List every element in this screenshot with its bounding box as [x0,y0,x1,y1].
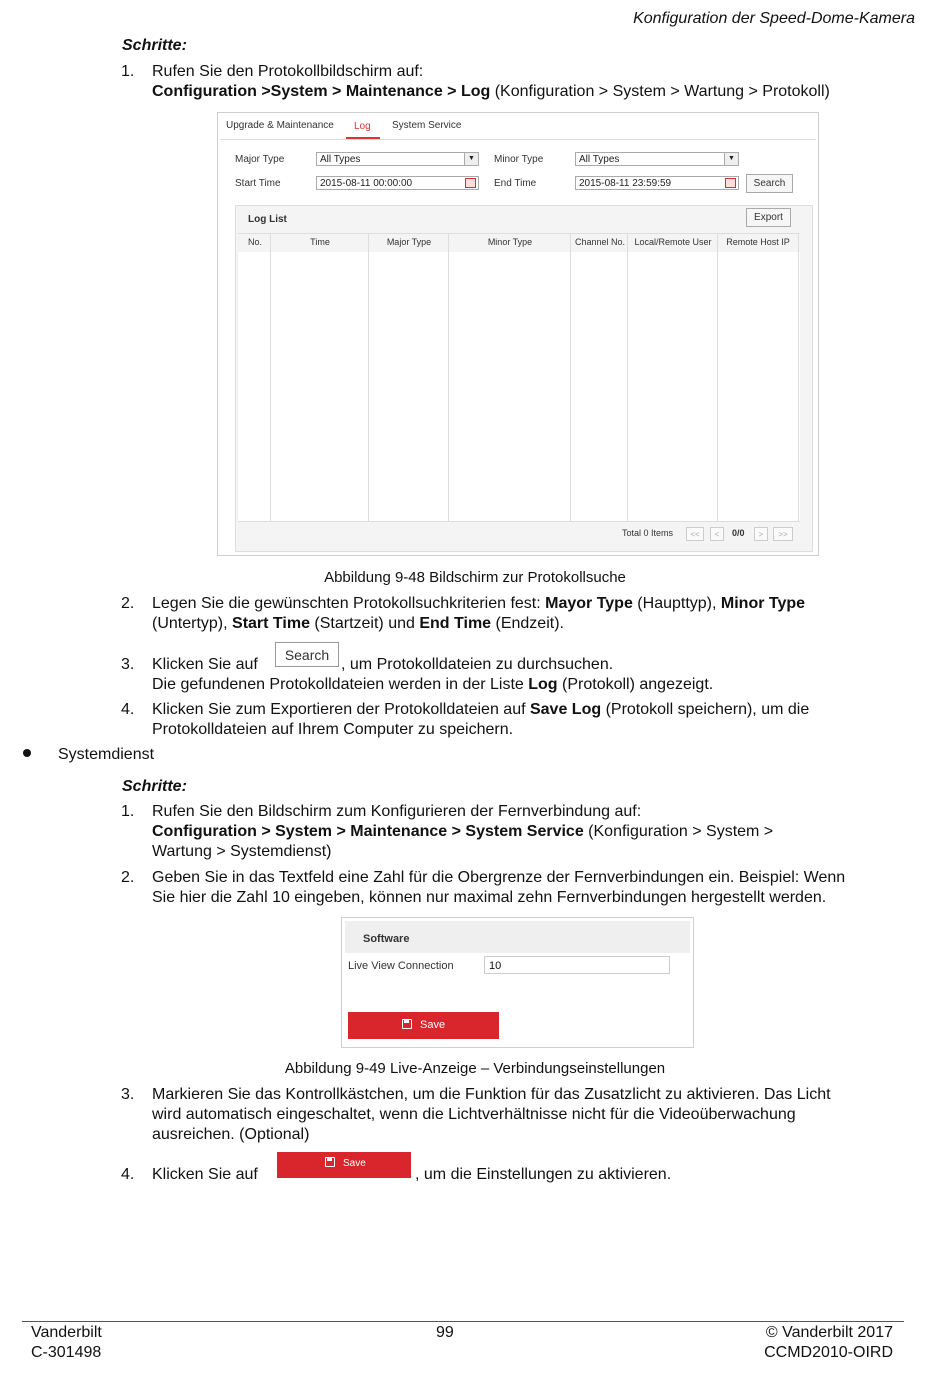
text-run: (Endzeit). [491,615,564,632]
column-divider [448,233,449,521]
step-text [152,675,713,695]
text-bold: End Time [419,615,492,632]
tab-upgrade-maintenance[interactable]: Upgrade & Maintenance [226,120,334,131]
end-time-label: End Time [494,178,537,189]
minor-type-value: All Types [579,154,620,165]
first-page-button[interactable]: << [686,527,704,541]
bullet-label: Systemdienst [58,746,155,763]
footer-copyright: © Vanderbilt 2017 [765,1324,893,1341]
text-run: (Haupttyp), [632,595,721,612]
footer-company: Vanderbilt [31,1324,102,1341]
search-button[interactable]: Search [746,174,793,193]
export-button[interactable]: Export [746,208,791,227]
column-divider [627,233,628,521]
save-icon [402,1019,412,1029]
minor-type-select[interactable] [575,152,739,166]
save-icon [325,1157,335,1167]
chevron-down-icon: ▼ [464,153,478,165]
section-title-bar [345,921,690,953]
log-list-panel [235,205,813,552]
footer-doc-id: CCMD2010-OIRD [764,1344,893,1361]
search-button-illustration: Search [275,642,339,667]
column-header: Remote Host IP [726,237,790,247]
page-header-title: Konfiguration der Speed-Dome-Kamera [633,10,915,27]
step-text [152,594,805,614]
major-type-value: All Types [320,154,361,165]
live-view-connection-input[interactable]: 10 [484,956,670,974]
column-header: Time [310,237,330,247]
end-time-field[interactable] [575,176,739,190]
page-number: 99 [436,1324,454,1341]
menu-path-translation: (Konfiguration > System > Wartung > Protokoll) [490,83,830,100]
text-bold: Save Log [529,701,602,718]
end-time-value: 2015-08-11 23:59:59 [579,178,672,189]
footer-divider [22,1321,904,1322]
calendar-icon[interactable] [465,178,476,188]
text-bold: Minor Type [720,595,806,612]
steps-label: Schritte: [122,37,187,54]
tab-system-service[interactable]: System Service [392,120,462,131]
menu-path-bold: Configuration > System > Maintenance > System Service [152,823,584,840]
text-bold: Start Time [232,615,310,632]
column-header: Channel No. [574,237,626,247]
figure-caption: Abbildung 9-48 Bildschirm zur Protokollsuche [324,569,626,586]
step-text [152,614,564,634]
menu-path-translation: (Konfiguration > System > [583,823,774,840]
step-text: Rufen Sie den Bildschirm zum Konfigurieren der Fernverbindung auf: [152,803,642,820]
last-page-button[interactable]: >> [773,527,793,541]
step-text: Sie hier die Zahl 10 eingeben, können nur maximal zehn Fernverbindungen hergestellt werden. [152,889,827,906]
step-text: Geben Sie in das Textfeld eine Zahl für die Obergrenze der Fernverbindungen ein. Beispiel: Wenn [152,869,846,886]
text-run: (Startzeit) und [309,615,420,632]
text-run: Die gefundenen Protokolldateien werden in der Liste [152,676,529,693]
log-search-screenshot [217,112,819,556]
total-items: Total 0 Items [622,528,674,538]
step-text: Protokolldateien auf Ihrem Computer zu speichern. [152,721,514,738]
step-text: wird automatisch eingeschaltet, wenn die Lichtverhältnisse nicht für die Videoüberwachung [152,1106,796,1123]
step-text: Markieren Sie das Kontrollkästchen, um die Funktion für das Zusatzlicht zu aktivieren. Das Licht [152,1086,831,1103]
step-number: 1. [121,63,135,80]
column-divider [270,233,271,521]
log-list-title: Log List [248,214,287,225]
page-indicator: 0/0 [732,528,745,538]
major-type-label: Major Type [235,154,285,165]
next-page-button[interactable]: > [754,527,768,541]
chevron-down-icon: ▼ [724,153,738,165]
step-text: Klicken Sie auf [152,656,258,673]
column-header: Major Type [386,237,432,247]
text-run: (Protokoll) angezeigt. [557,676,714,693]
column-header: No. [247,237,262,247]
text-bold: Log [528,676,558,693]
start-time-value: 2015-08-11 00:00:00 [320,178,413,189]
step-number: 3. [121,1086,135,1103]
column-divider [368,233,369,521]
column-divider [570,233,571,521]
step-number: 1. [121,803,135,820]
bullet-dot [23,749,31,757]
column-header: Minor Type [487,237,533,247]
text-run: (Untertyp), [152,615,233,632]
table-header [238,233,800,253]
column-header: Local/Remote User [634,237,712,247]
software-settings-screenshot [341,917,694,1048]
column-divider [717,233,718,521]
figure-caption: Abbildung 9-49 Live-Anzeige – Verbindungseinstellungen [284,1060,666,1077]
steps-label: Schritte: [122,778,187,795]
menu-path-bold: Configuration >System > Maintenance > Log [152,83,491,100]
step-text: ausreichen. (Optional) [152,1126,310,1143]
menu-path-translation: Wartung > Systemdienst) [152,843,332,860]
tab-log[interactable]: Log [354,121,371,132]
step-number: 2. [121,595,135,612]
live-view-connection-label: Live View Connection [348,960,454,972]
save-button-label: Save [420,1019,446,1031]
text-bold: Mayor Type [545,595,633,612]
step-number: 2. [121,869,135,886]
step-text: Rufen Sie den Protokollbildschirm auf: [152,63,424,80]
step-text [152,700,809,720]
save-button-label: Save [343,1158,366,1169]
step-text: , um die Einstellungen zu aktivieren. [415,1166,672,1183]
save-button-illustration [277,1152,411,1178]
tab-bar [220,115,816,140]
major-type-select[interactable] [316,152,479,166]
save-button[interactable] [348,1012,499,1039]
start-time-label: Start Time [235,178,281,189]
text-run: (Protokoll speichern), um die [601,701,810,718]
footer-doc-code: C-301498 [31,1344,102,1361]
column-divider [798,233,799,521]
text-run: Klicken Sie zum Exportieren der Protokolldateien auf [152,701,530,718]
step-number: 4. [121,701,135,718]
minor-type-label: Minor Type [494,154,544,165]
text-run: Legen Sie die gewünschten Protokollsuchkriterien fest: [152,595,546,612]
calendar-icon[interactable] [725,178,736,188]
prev-page-button[interactable]: < [710,527,724,541]
section-title: Software [363,933,410,945]
menu-path [152,822,773,842]
table-body [238,252,800,522]
step-number: 4. [121,1166,135,1183]
active-tab-indicator [346,137,380,139]
menu-path [152,82,830,102]
start-time-field[interactable] [316,176,479,190]
step-text: , um Protokolldateien zu durchsuchen. [341,656,614,673]
step-number: 3. [121,656,135,673]
step-text: Klicken Sie auf [152,1166,258,1183]
